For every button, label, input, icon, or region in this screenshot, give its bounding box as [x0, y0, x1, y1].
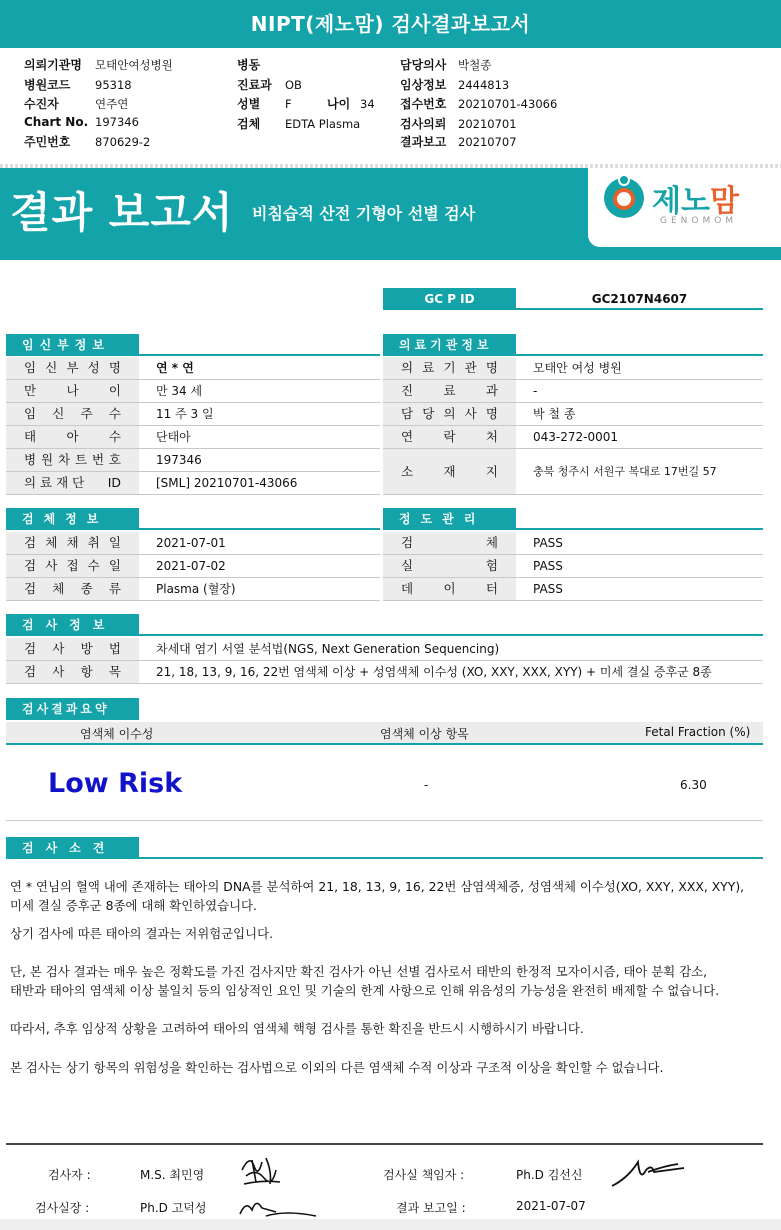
finding-paragraph-4: 따라서, 추후 임상적 상황을 고려하여 태아의 염색체 핵형 검사를 통한 확진을 반드시 시행하시기 바랍니다. — [10, 1021, 584, 1036]
meta-key: 접수번호 — [400, 97, 447, 111]
row-value: PASS — [533, 582, 563, 596]
section-specimen: 검체정보 — [6, 508, 380, 530]
meta-value: 2444813 — [458, 77, 510, 92]
meta-field — [24, 115, 139, 129]
meta-value: EDTA Plasma — [285, 116, 361, 131]
specimen-table — [6, 532, 380, 601]
row-label: 임 신 부 성 명 — [6, 357, 139, 379]
footer-divider — [6, 1143, 763, 1145]
row-label: 검 사 항 목 — [6, 661, 139, 683]
meta-value: 20210701-43066 — [458, 97, 558, 111]
row-value: 충북 청주시 서원구 복대로 17번길 57 — [533, 465, 717, 478]
table-row — [6, 555, 380, 578]
row-label: 임 신 주 수 — [6, 403, 139, 425]
table-row — [383, 532, 763, 555]
table-row — [383, 555, 763, 578]
row-value: 2021-07-01 — [156, 536, 226, 550]
logo-mark-icon — [604, 178, 644, 218]
row-label: 의 료 기 관 명 — [383, 357, 516, 379]
row-value: 197346 — [156, 453, 202, 467]
table-row — [6, 380, 380, 403]
meta-value: F — [285, 97, 292, 111]
result-risk: Low Risk — [48, 768, 183, 799]
section-test: 검사정보 — [6, 614, 763, 636]
table-row — [383, 578, 763, 601]
table-row — [383, 357, 763, 380]
table-row — [6, 426, 380, 449]
logo-text: 제노맘 — [652, 184, 739, 219]
report-meta — [0, 52, 781, 166]
banner-title: 결과 보고서 — [10, 188, 234, 237]
summary-col-items: 염색체 이상 항목 — [380, 727, 469, 741]
table-row — [383, 426, 763, 449]
row-label: 진 료 과 — [383, 380, 516, 402]
meta-field — [400, 95, 557, 112]
finding-paragraph-5: 본 검사는 상기 항목의 위험성을 확인하는 검사법으로 이외의 다른 염색체 수적 이상과 구조적 이상을 확인할 수 없습니다. — [10, 1060, 664, 1075]
section-qc: 정도관리 — [383, 508, 763, 530]
table-row — [6, 661, 763, 684]
test-table — [6, 638, 763, 684]
finding-paragraph-3: 단, 본 검사 결과는 매우 높은 정확도를 가진 검사지만 확진 검사가 아닌 선별 검사로서 태반의 한정적 모자이시즘, 태아 분획 감소, 태반과 태아의 염색체 이상 불일치 등의 임상적인 요인 및 기술의 한계 사항으로 인해 위음성의 가능성을 완전히 배제할 수 없습니다. — [10, 964, 720, 998]
row-label: 소 재 지 — [383, 449, 516, 494]
meta-key: 검체 — [237, 116, 261, 131]
table-row — [6, 472, 380, 495]
meta-key: 수진자 — [24, 97, 59, 111]
tester-signature-icon — [236, 1152, 286, 1192]
meta-field — [237, 95, 292, 112]
row-value: 박 철 종 — [533, 407, 576, 421]
table-row — [6, 449, 380, 472]
meta-field — [237, 76, 302, 93]
result-item: - — [424, 778, 429, 792]
row-label: 실 험 — [383, 555, 516, 577]
meta-field — [24, 56, 173, 73]
meta-key: 의뢰기관명 — [24, 58, 82, 72]
meta-key: 병원코드 — [24, 77, 71, 92]
meta-key: 병동 — [237, 58, 261, 72]
meta-field — [24, 95, 128, 112]
lab-head-label: 검사실 책임자 : — [383, 1168, 465, 1182]
row-label: 병 원 차 트 번 호 — [6, 449, 139, 471]
row-value: 모태안 여성 병원 — [533, 361, 622, 375]
row-value: PASS — [533, 559, 563, 573]
row-value: 단태아 — [156, 430, 191, 444]
meta-key: 담당의사 — [400, 58, 447, 72]
meta-age — [327, 95, 375, 112]
result-banner — [0, 168, 781, 260]
row-label: 만 나 이 — [6, 380, 139, 402]
lab-head-signature-icon — [608, 1152, 688, 1192]
row-label: 연 락 처 — [383, 426, 516, 448]
row-label: 검 체 채 취 일 — [6, 532, 139, 554]
section-summary: 검사결과요약 — [6, 698, 763, 720]
finding-paragraph-2: 상기 검사에 따른 태아의 결과는 저위험군입니다. — [10, 926, 274, 941]
meta-key: 성별 — [237, 97, 261, 111]
meta-value: 870629-2 — [95, 135, 151, 149]
report-date: 2021-07-07 — [516, 1199, 586, 1213]
gcid-label: GC P ID — [383, 288, 516, 310]
summary-col-ff: Fetal Fraction (%) — [645, 725, 751, 739]
row-label: 검 체 — [383, 532, 516, 554]
patient-table — [6, 357, 380, 495]
finding-paragraph-1: 연 * 연님의 혈액 내에 존재하는 태아의 DNA를 분석하여 21, 18, 13, 9, 16, 22번 삼염색체증, 성염색체 이수성(XO, XXY, XXX, XYY), 미세 결실 증후군 8종에 대해 확인하였습니다. — [10, 879, 745, 913]
table-row — [383, 403, 763, 426]
meta-key: 주민번호 — [24, 135, 71, 149]
table-row — [383, 449, 763, 495]
section-patient: 임신부정보 — [6, 334, 380, 356]
meta-value: 34 — [360, 97, 375, 111]
row-value: 2021-07-02 — [156, 559, 226, 573]
result-fetal-fraction: 6.30 — [680, 778, 707, 792]
section-findings: 검사소견 — [6, 837, 763, 859]
row-value: 만 34 세 — [156, 384, 203, 398]
meta-value: 95318 — [95, 77, 132, 92]
table-row — [6, 532, 380, 555]
banner-subtitle: 비침습적 산전 기형아 선별 검사 — [252, 204, 476, 223]
table-row — [6, 638, 763, 661]
row-label: 검 사 방 법 — [6, 638, 139, 660]
row-value: 21, 18, 13, 9, 16, 22번 염색체 이상 + 성염색체 이수성 (XO, XXY, XXX, XYY) + 미세 결실 증후군 8종 — [156, 665, 712, 679]
meta-key: 임상정보 — [400, 77, 447, 92]
gcid-value: GC2107N4607 — [516, 288, 763, 310]
report-title: NIPT(제노맘) 검사결과보고서 — [0, 0, 781, 48]
row-value: PASS — [533, 536, 563, 550]
row-value: 연 * 연 — [156, 361, 194, 375]
meta-field — [237, 56, 285, 73]
row-value: [SML] 20210701-43066 — [156, 476, 298, 490]
summary-col-aneuploidy: 염색체 이수성 — [80, 727, 154, 741]
meta-field — [24, 133, 150, 150]
genomom-logo — [588, 168, 781, 247]
divider — [6, 820, 763, 821]
meta-key: 검사의뢰 — [400, 116, 447, 131]
table-row — [6, 357, 380, 380]
lab-head-name: Ph.D 김선신 — [516, 1168, 583, 1182]
summary-header — [6, 722, 763, 745]
meta-value: 모태안여성병원 — [95, 58, 173, 72]
meta-key: Chart No. — [24, 114, 89, 129]
meta-field — [400, 56, 491, 73]
tester-name: M.S. 최민영 — [140, 1168, 205, 1182]
meta-value: 197346 — [95, 114, 139, 129]
row-value: - — [533, 384, 538, 398]
meta-field — [400, 133, 517, 150]
row-label: 검 체 종 류 — [6, 578, 139, 600]
logo-subtext: GENOMOM — [660, 216, 738, 226]
row-value: 11 주 3 일 — [156, 407, 214, 421]
report-date-label: 결과 보고일 : — [396, 1201, 466, 1215]
director-signature-icon — [236, 1194, 326, 1220]
meta-value: 20210707 — [458, 135, 517, 149]
director-name: Ph.D 고덕성 — [140, 1201, 207, 1215]
meta-field — [400, 115, 517, 132]
meta-key: 진료과 — [237, 77, 272, 92]
meta-value: OB — [285, 77, 302, 92]
qc-table — [383, 532, 763, 601]
meta-value: 연주연 — [95, 97, 129, 111]
meta-field — [24, 76, 132, 93]
meta-key: 결과보고 — [400, 135, 447, 149]
tester-label: 검사자 : — [48, 1168, 91, 1182]
bottom-strip — [0, 1219, 781, 1230]
section-institution: 의료기관정보 — [383, 334, 763, 356]
row-label: 검 사 접 수 일 — [6, 555, 139, 577]
row-label: 의 료 재 단 ID — [6, 472, 139, 494]
row-label: 태 아 수 — [6, 426, 139, 448]
director-label: 검사실장 : — [35, 1201, 90, 1215]
row-label: 데 이 터 — [383, 578, 516, 600]
row-label: 담 당 의 사 명 — [383, 403, 516, 425]
row-value: 043-272-0001 — [533, 430, 619, 444]
meta-key: 나이 — [327, 97, 351, 111]
table-row — [383, 380, 763, 403]
table-row — [6, 578, 380, 601]
row-value: 차세대 염기 서열 분석법(NGS, Next Generation Sequencing) — [156, 642, 500, 656]
meta-field — [237, 115, 360, 132]
meta-value: 20210701 — [458, 116, 517, 131]
institution-table — [383, 357, 763, 495]
meta-value: 박철종 — [458, 58, 492, 72]
table-row — [6, 403, 380, 426]
row-value: Plasma (혈장) — [156, 582, 236, 596]
meta-field — [400, 76, 509, 93]
